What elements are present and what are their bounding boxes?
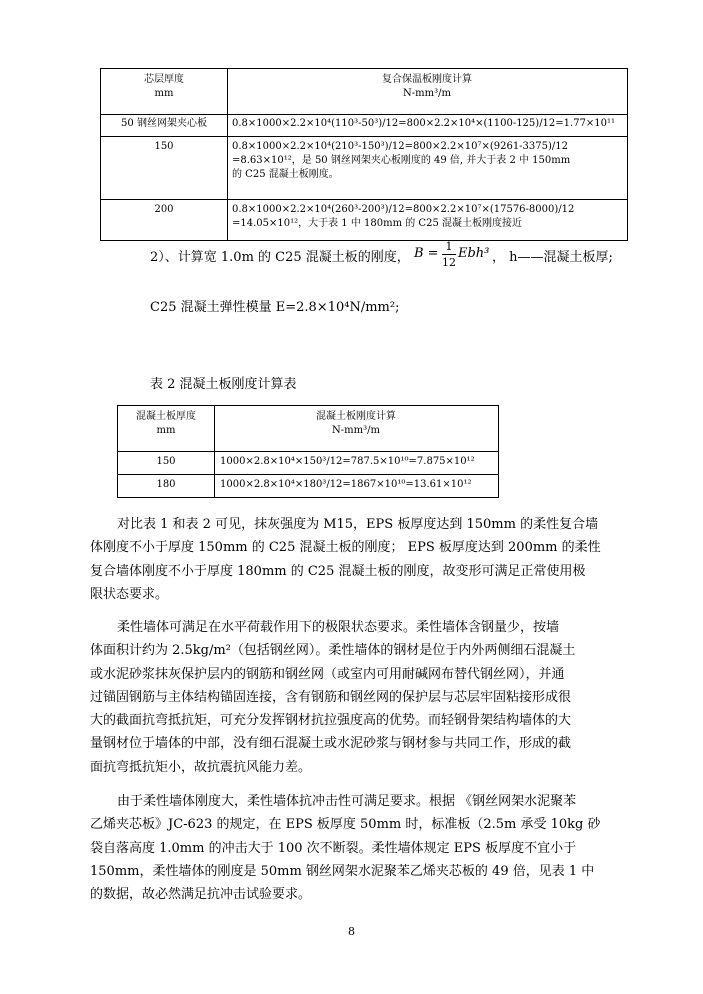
- table-row: [101, 115, 628, 137]
- table-row: [101, 200, 628, 241]
- table-row: [118, 452, 499, 475]
- header-cell-core-thickness: 芯层厚度 mm: [101, 69, 228, 115]
- fraction-numerator: 1: [445, 240, 453, 253]
- paragraph-horizontal-load: 柔性墙体可满足在水平荷载作用下的极限状态要求。柔性墙体含钢量少，按墙 体面积计约为 2.5kg/m²（包括钢丝网）。柔性墙体的钢材是位于内外两侧细石混凝土 或水泥砂浆抹灰保护层内的钢筋和钢丝网（或室内可用耐碱网布替代钢丝网），并通 过锚固钢筋与主体结构锚固连接，含有钢筋和钢丝网的保护层与芯层牢固粘接形成很 大的截面抗弯抵抗矩，可充分发挥钢材抗拉强度高的优势。而轻钢骨架结构墙体的大 量钢材位于墙体的中部，没有细石混凝土或水泥砂浆与钢材参与共同工作，形成的截 面抗弯抵抗矩小，故抗震抗风能力差。: [90, 620, 576, 775]
- formula-rhs: Ebh³: [458, 246, 490, 261]
- thickness-cell: 200: [101, 200, 228, 241]
- table-header-row: [101, 69, 628, 115]
- thickness-cell: 150: [118, 452, 215, 475]
- paragraph-comparison: 对比表 1 和表 2 可见，抹灰强度为 M15，EPS 板厚度达到 150mm 的柔性复合墙 体刚度不小于厚度 150mm 的 C25 混凝土板的刚度； EPS 板厚度达到 200mm 的柔性 复合墙体刚度不小于厚度 180mm 的 C25 混凝土板的刚度，故变形可满足正常使用极 限状态要求。: [90, 517, 601, 602]
- calc-cell: 0.8×1000×2.2×10⁴(210³-150³)/12=800×2.2×10⁷×(9261-3375)/12 =8.63×10¹²，是 50 钢丝网架夹心板刚度的 49 倍, 并大于表 2 中 150mm 的 C25 混凝土板刚度。: [228, 137, 628, 200]
- table-row: [118, 475, 499, 498]
- header-cell-slab-thickness: 混凝土板厚度 mm: [118, 406, 215, 452]
- table-row: [101, 137, 628, 200]
- item-2-text-after: ， h——混凝土板厚;: [492, 250, 613, 265]
- item-2-text: 2）、计算宽 1.0m 的 C25 混凝土板的刚度，: [150, 250, 410, 265]
- page-number: 8: [348, 925, 355, 938]
- fraction-bar: [442, 254, 456, 255]
- stiffness-table-composite: [100, 68, 628, 241]
- header-cell-stiffness: 复合保温板刚度计算 N-mm³/m: [228, 69, 628, 115]
- formula-fraction: [442, 240, 456, 269]
- formula-lhs: B =: [414, 246, 439, 261]
- calc-cell: 0.8×1000×2.2×10⁴(260³-200³)/12=800×2.2×10⁷×(17576-8000)/12 =14.05×10¹²，大于表 1 中 180mm 的 C25 混凝土板刚度接近: [228, 200, 628, 241]
- paragraph-impact-resistance: 由于柔性墙体刚度大，柔性墙体抗冲击性可满足要求。根据 《钢丝网架水泥聚苯 乙烯夹芯板》JC-623 的规定，在 EPS 板厚度 50mm 时，标准板（2.5m 承受 10kg 砂 袋自落高度 1.0mm 的冲击大于 100 次不断裂。柔性墙体规定 EPS 板厚度不宜小于 150mm，柔性墙体的刚度是 50mm 钢丝网架水泥聚苯乙烯夹芯板的 49 倍，见表 1 中 的数据，故必然满足抗冲击试验要求。: [90, 794, 601, 903]
- stiffness-table-concrete: [117, 405, 499, 498]
- calc-cell: 1000×2.8×10⁴×180³/12=1867×10¹⁰=13.61×10¹²: [215, 475, 499, 498]
- table-header-row: [118, 406, 499, 452]
- calc-cell: 0.8×1000×2.2×10⁴(110³-50³)/12=800×2.2×10⁴×(1100-125)/12=1.77×10¹¹: [228, 115, 628, 137]
- calc-cell: 1000×2.8×10⁴×150³/12=787.5×10¹⁰=7.875×10¹²: [215, 452, 499, 475]
- thickness-cell: 180: [118, 475, 215, 498]
- table-2-title: 表 2 混凝土板刚度计算表: [150, 377, 297, 392]
- header-cell-stiffness: 混凝土板刚度计算 N-mm³/m: [215, 406, 499, 452]
- fraction-denominator: 12: [442, 256, 456, 269]
- thickness-cell: 50 钢丝网架夹心板: [101, 115, 228, 137]
- modulus-line: C25 混凝土弹性模量 E=2.8×10⁴N/mm²;: [150, 300, 400, 315]
- thickness-cell: 150: [101, 137, 228, 200]
